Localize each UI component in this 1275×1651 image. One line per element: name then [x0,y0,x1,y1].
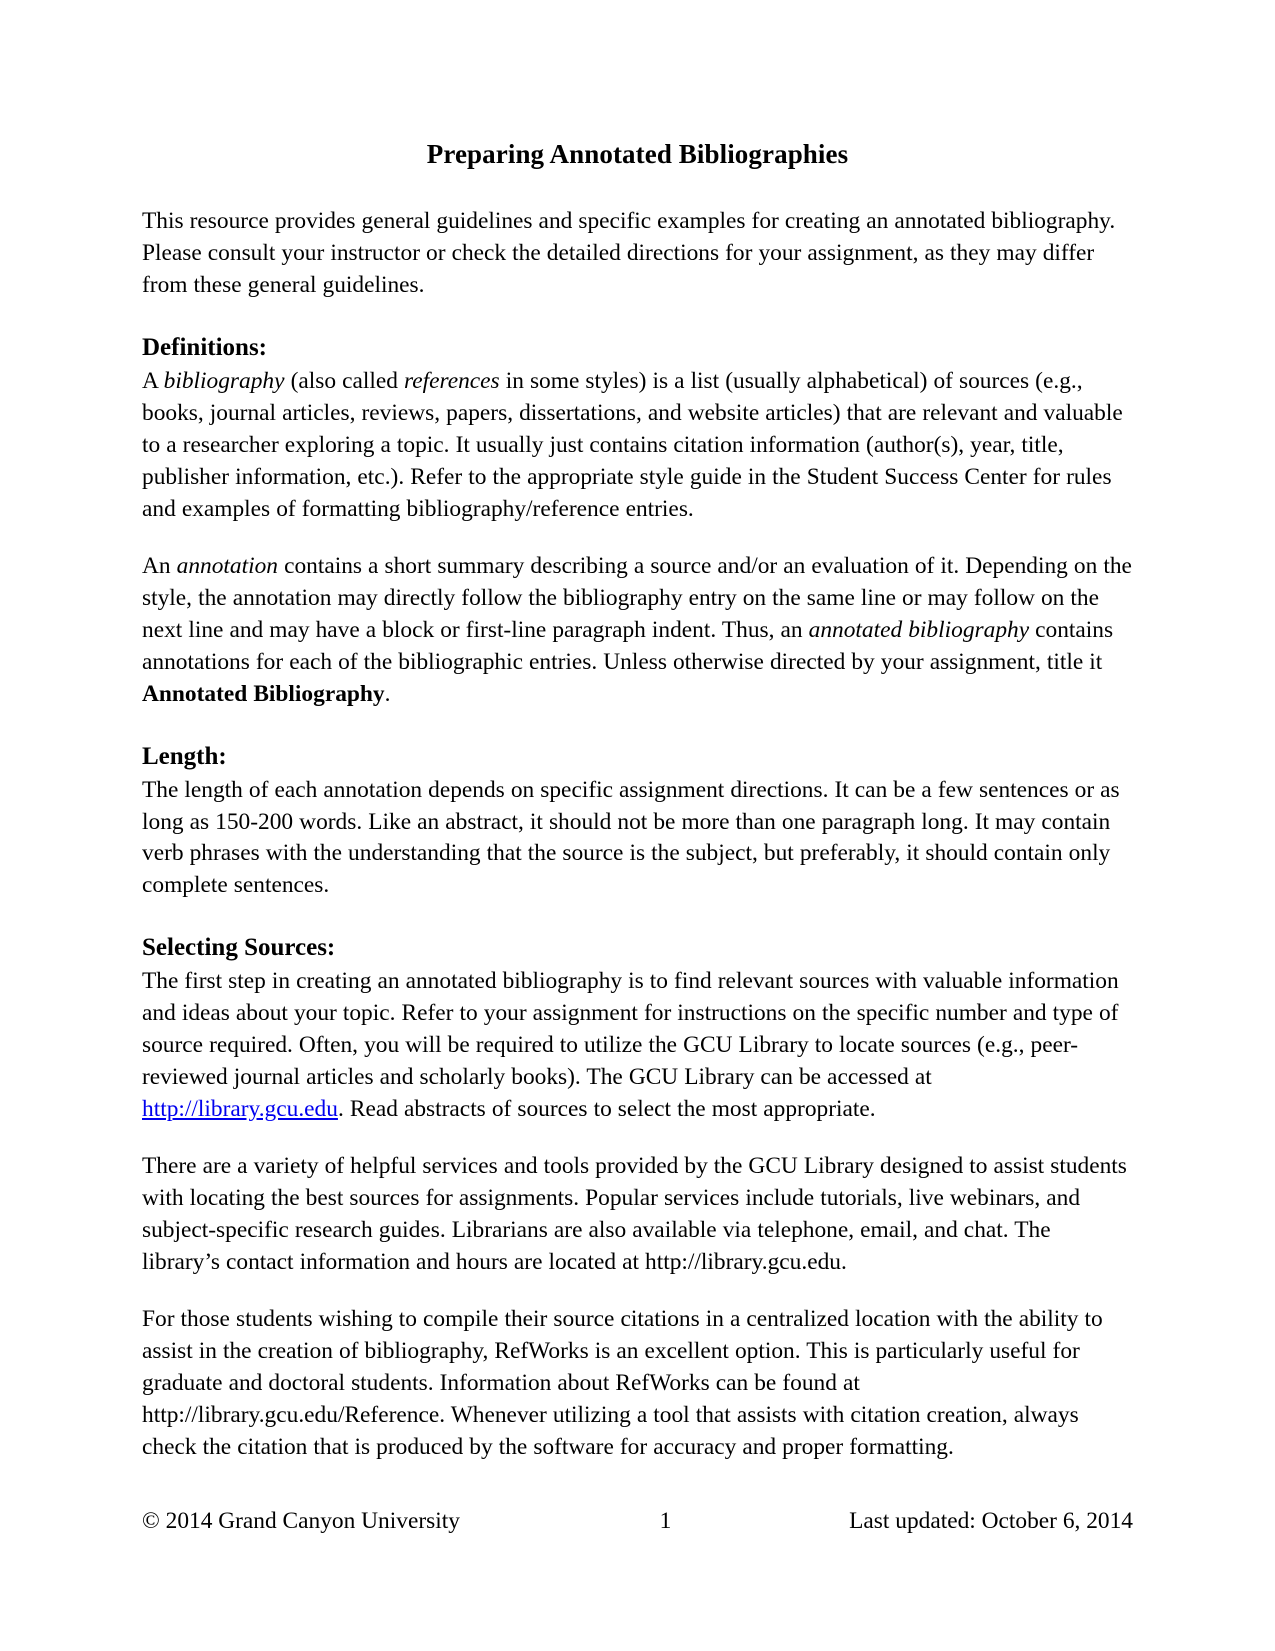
definitions-paragraph-2 [142,551,1133,711]
length-paragraph-1: The length of each annotation depends on specific assignment directions. It can be a few sentences or as long as 150-200 words. Like an abstract, it should not be more than one paragraph long. It may contain verb phrases with the understanding that the source is the subject, but preferably, it should contain only complete sentences. [142,776,1120,899]
text-segment: . [384,680,391,707]
text-segment: in some styles) is a list (usually alphabetical) of sources (e.g., books, journal articles, reviews, papers, dissertations, and website articles) that are relevant and valuable to a researcher exploring a topic. It usually just contains citation information (author(s), year, title, publisher information, etc.). Refer to the appropriate style guide in the Student Success Center for rules and examples of formatting bibliography/reference entries. [142,368,1123,522]
intro-paragraph: This resource provides general guidelines and specific examples for creating an annotated bibliography. Please consult your instructor or check the detailed directions for your assignment, as they may differ from these general guidelines. [142,208,1116,299]
page-footer [142,1506,1133,1536]
italic-term-references: references [403,368,500,395]
footer-page-number: 1 [659,1507,672,1534]
section-heading-definitions: Definitions: [142,334,267,362]
selecting-sources-paragraph-3: For those students wishing to compile their source citations in a centralized location with the ability to assist in the creation of bibliography, RefWorks is an excellent option. This is particularly useful for graduate and doctoral students. Information about RefWorks can be found at http://library.gcu.edu/Reference. Whenever utilizing a tool that assists with citation creation, always check the citation that is produced by the software for accuracy and proper formatting. [142,1305,1103,1460]
text-segment: contains annotations for each of the bibliographic entries. Unless otherwise directed by your assignment, title it [142,616,1114,675]
text-segment: A [142,368,164,395]
section-heading-length: Length: [142,742,227,770]
text-segment: . Read abstracts of sources to select the most appropriate. [337,1096,876,1123]
footer-copyright: © 2014 Grand Canyon University [142,1507,460,1534]
italic-term-annotated-bibliography: annotated bibliography [808,616,1030,643]
italic-term-annotation: annotation [176,552,279,579]
italic-term-bibliography: bibliography [163,368,285,395]
selecting-sources-paragraph-2: There are a variety of helpful services and tools provided by the GCU Library designed to assist students with locating the best sources for assignments. Popular services include tutorials, live webinars, and subject-specific research guides. Librarians are also available via telephone, email, and chat. The library’s contact information and hours are located at http://library.gcu.edu. [142,1153,1127,1275]
definitions-paragraph-1 [142,366,1133,526]
text-segment: contains a short summary describing a source and/or an evaluation of it. Depending on the style, the annotation may directly follow the bibliography entry on the same line or may follow on the next line and may have a block or first-line paragraph indent. Thus, an [142,552,1132,643]
gcu-library-link[interactable]: http://library.gcu.edu [142,1096,338,1123]
text-segment: The first step in creating an annotated bibliography is to find relevant sources with valuable information and ideas about your topic. Refer to your assignment for instructions on the specific number and type of source required. Often, you will be required to utilize the GCU Library to locate sources (e.g., peer-reviewed journal articles and scholarly books). The GCU Library can be accessed at [142,968,1119,1091]
text-segment: (also called [284,368,404,395]
selecting-sources-paragraph-1 [142,966,1133,1126]
text-segment: An [142,552,177,579]
footer-last-updated: Last updated: October 6, 2014 [849,1507,1133,1534]
page-title: Preparing Annotated Bibliographies [426,139,849,169]
bold-term-annotated-bibliography: Annotated Bibliography [142,680,385,707]
section-heading-selecting-sources: Selecting Sources: [142,934,336,962]
